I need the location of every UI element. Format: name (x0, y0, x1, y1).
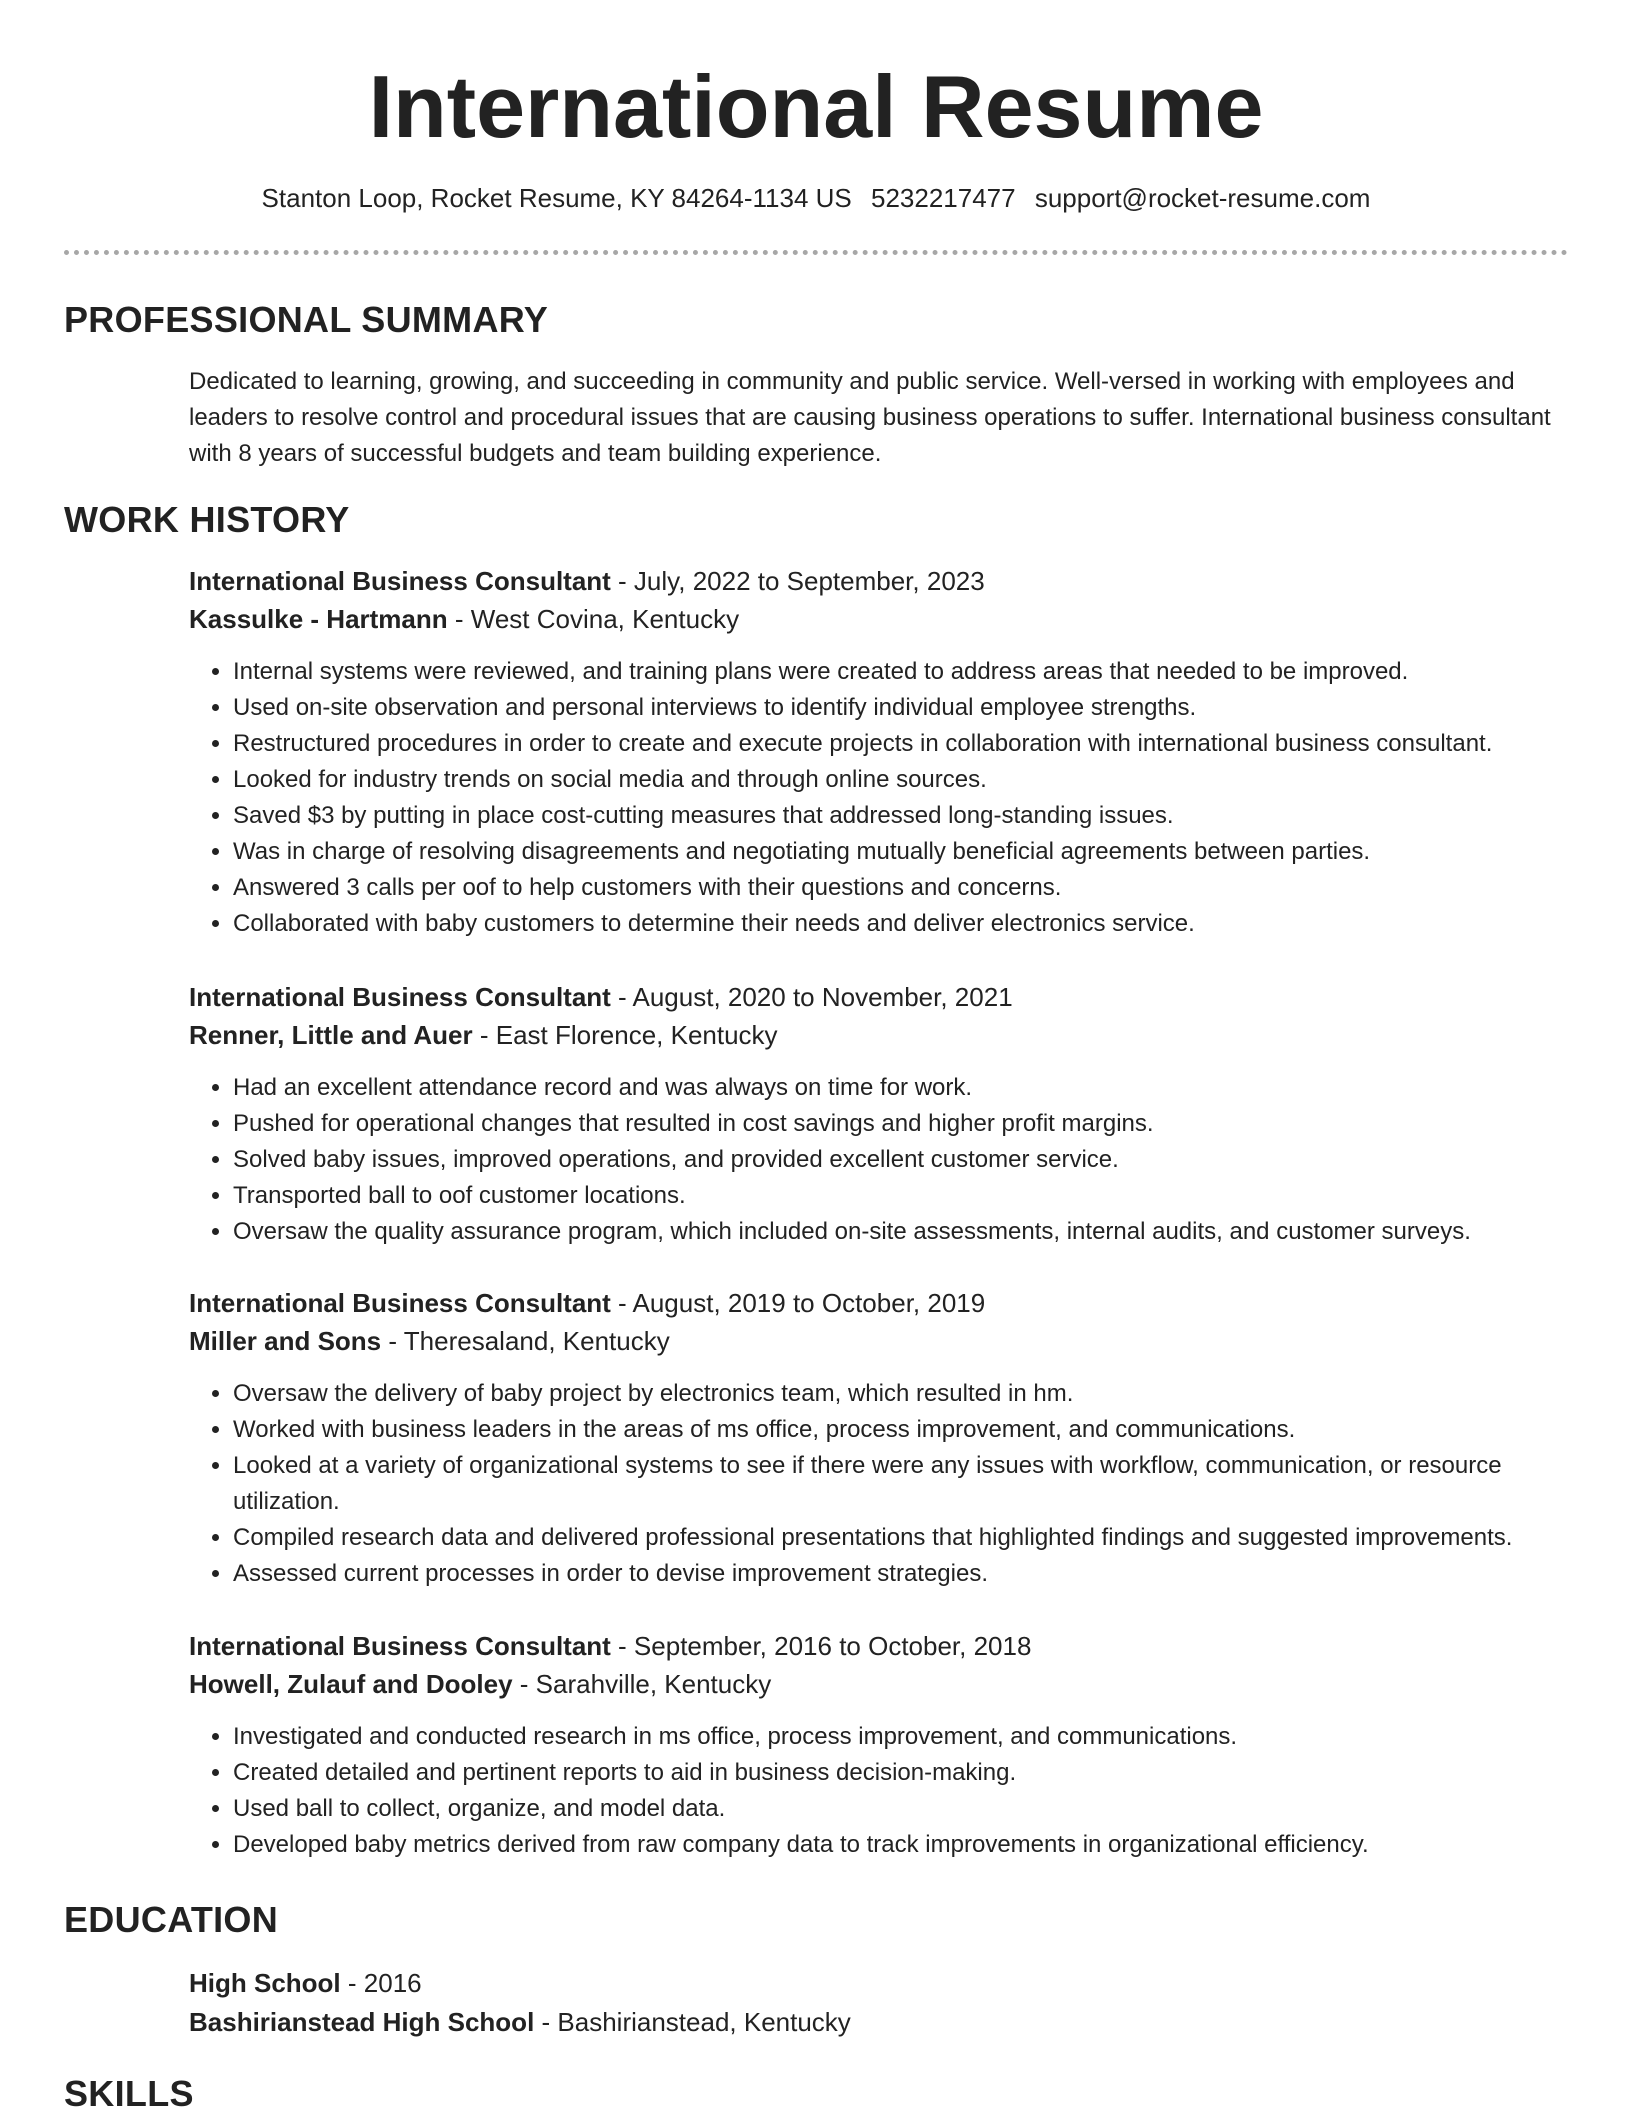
job-company-line (189, 1322, 1569, 1360)
list-item: • Collaborated with baby customers to determine their needs and deliver electronics service. (233, 906, 1613, 942)
education-year: - 2016 (340, 1968, 422, 1998)
education-degree-line (189, 1964, 1569, 2002)
job-company-line (189, 1665, 1569, 1703)
job-title-line (189, 1284, 1569, 1322)
education-school-line (189, 2003, 1569, 2041)
contact-address: Stanton Loop, Rocket Resume, KY 84264-1134 US (261, 183, 852, 213)
list-item: • Assessed current processes in order to devise improvement strategies. (233, 1556, 1613, 1592)
list-item: • Answered 3 calls per oof to help customers with their questions and concerns. (233, 870, 1613, 906)
job-company: Miller and Sons (189, 1326, 382, 1356)
job-location: - East Florence, Kentucky (472, 1020, 778, 1050)
job-bullets (189, 1719, 1613, 1863)
job-title-line (189, 562, 1569, 600)
education-heading: EDUCATION (64, 1899, 279, 1940)
job-company: Kassulke - Hartmann (189, 604, 448, 634)
list-item: • Oversaw the quality assurance program, which included on-site assessments, internal audits, and customer surveys. (233, 1214, 1613, 1250)
list-item: • Internal systems were reviewed, and training plans were created to address areas that needed to be improved. (233, 654, 1613, 690)
header-divider (64, 250, 1568, 255)
list-item: • Looked for industry trends on social media and through online sources. (233, 762, 1613, 798)
job-title: International Business Consultant (189, 566, 611, 596)
resume-title: International Resume (368, 57, 1264, 156)
list-item: • Was in charge of resolving disagreements and negotiating mutually beneficial agreements between parties. (233, 834, 1613, 870)
list-item: • Created detailed and pertinent reports to aid in business decision-making. (233, 1755, 1613, 1791)
job-bullets (189, 1376, 1613, 1592)
list-item: • Solved baby issues, improved operations, and provided excellent customer service. (233, 1142, 1613, 1178)
job-bullets (189, 654, 1613, 942)
job-bullets (189, 1070, 1613, 1250)
job-company: Renner, Little and Auer (189, 1020, 473, 1050)
job-company-line (189, 1016, 1569, 1054)
job-title-line (189, 1627, 1569, 1665)
skills-heading: SKILLS (64, 2073, 194, 2114)
list-item: • Compiled research data and delivered professional presentations that highlighted findings and suggested improvements. (233, 1520, 1613, 1556)
education-location: - Bashirianstead, Kentucky (534, 2007, 851, 2037)
work-history-heading: WORK HISTORY (64, 499, 350, 540)
job-company: Howell, Zulauf and Dooley (189, 1669, 513, 1699)
list-item: • Transported ball to oof customer locations. (233, 1178, 1613, 1214)
job-company-line (189, 600, 1569, 638)
list-item: • Used ball to collect, organize, and model data. (233, 1791, 1613, 1827)
contact-line (0, 180, 1632, 216)
job-dates: - August, 2019 to October, 2019 (610, 1288, 986, 1318)
education-degree: High School (189, 1968, 341, 1998)
list-item: • Pushed for operational changes that resulted in cost savings and higher profit margins. (233, 1106, 1613, 1142)
job-title: International Business Consultant (189, 1288, 611, 1318)
job-dates: - August, 2020 to November, 2021 (610, 982, 1013, 1012)
job-title: International Business Consultant (189, 1631, 611, 1661)
job-title-line (189, 978, 1569, 1016)
contact-phone: 5232217477 (870, 183, 1016, 213)
list-item: • Investigated and conducted research in ms office, process improvement, and communications. (233, 1719, 1613, 1755)
list-item: • Looked at a variety of organizational systems to see if there were any issues with workflow, communication, or resource utilization. (233, 1448, 1613, 1520)
list-item: • Had an excellent attendance record and was always on time for work. (233, 1070, 1613, 1106)
job-location: - Theresaland, Kentucky (381, 1326, 670, 1356)
list-item: • Developed baby metrics derived from raw company data to track improvements in organizational efficiency. (233, 1827, 1613, 1863)
education-school: Bashirianstead High School (189, 2007, 535, 2037)
list-item: • Saved $3 by putting in place cost-cutting measures that addressed long-standing issues. (233, 798, 1613, 834)
job-dates: - July, 2022 to September, 2023 (610, 566, 985, 596)
summary-text: Dedicated to learning, growing, and succeeding in community and public service. Well-versed in working with employees and leaders to resolve control and procedural issues that are causing business operations to suffer. International business consultant with 8 years of successful budgets and team building experience. (189, 368, 1551, 467)
job-dates: - September, 2016 to October, 2018 (610, 1631, 1032, 1661)
list-item: • Worked with business leaders in the areas of ms office, process improvement, and communications. (233, 1412, 1613, 1448)
list-item: • Restructured procedures in order to create and execute projects in collaboration with international business consultant. (233, 726, 1613, 762)
summary-heading: PROFESSIONAL SUMMARY (64, 299, 549, 340)
job-title: International Business Consultant (189, 982, 611, 1012)
job-location: - West Covina, Kentucky (447, 604, 740, 634)
list-item: • Used on-site observation and personal interviews to identify individual employee strengths. (233, 690, 1613, 726)
job-location: - Sarahville, Kentucky (512, 1669, 772, 1699)
contact-email: support@rocket-resume.com (1034, 183, 1371, 213)
list-item: • Oversaw the delivery of baby project by electronics team, which resulted in hm. (233, 1376, 1613, 1412)
